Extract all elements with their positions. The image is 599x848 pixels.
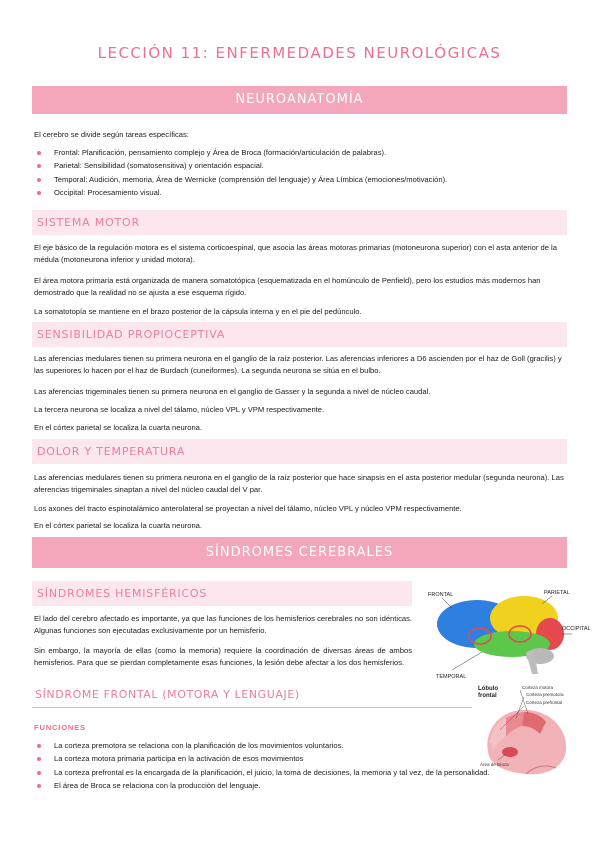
list-item: Occipital: Procesamiento visual. [34, 187, 566, 198]
list-item: Frontal: Planificación, pensamiento complejo y Área de Broca (formación/articulación de palabras). [34, 147, 566, 158]
label-broca-area: Área de Broca [480, 762, 509, 767]
label-prefrontal-cortex: Corteza prefrontal [526, 700, 563, 705]
list-item: El área de Broca se relaciona con la producción del lenguaje. [34, 780, 566, 791]
lobe-label-temporal: TEMPORAL [436, 674, 467, 680]
section-heading-dolor: DOLOR Y TEMPERATURA [32, 439, 567, 464]
lobe-label-occipital: OCCIPITAL [562, 626, 591, 632]
bullet-icon [37, 178, 41, 182]
bullet-icon [37, 191, 41, 195]
lobe-label-frontal: FRONTAL [428, 592, 454, 598]
motor-paragraph-2: El área motora primaria está organizada de manera somatotópica (esquematizada en el homúnculo de Penfield), pero los estudios más modernos han demostrado que la realidad no se ajusta a ese esquema rígido. [34, 276, 541, 297]
propio-paragraph-1: Las aferencias medulares tienen su primera neurona en el ganglio de la raíz posterior. Las aferencias inferiores a D6 ascienden por el haz de Goll (gracilis) y las superiores lo hacen por el haz de Burdach (cuneiformes). La segunda neurona se sitúa en el bulbo. [34, 354, 562, 375]
page-title: LECCIÓN 11: ENFERMEDADES NEUROLÓGICAS [97, 44, 502, 62]
section-heading-frontal: SÍNDROME FRONTAL (MOTORA Y LENGUAJE) [32, 688, 472, 708]
label-motor-cortex: Corteza motora [522, 685, 554, 690]
motor-paragraph-1: El eje básico de la regulación motora es el sistema corticoespinal, que asocia las áreas motoras primarias (motoneurona superior) con el asta anterior de la médula (motoneurona inferior y unidad motora). [34, 243, 557, 264]
list-item: Parietal: Sensibilidad (somatosensitiva) y orientación espacial. [34, 160, 566, 171]
list-item: Temporal: Audición, memoria, Área de Wernicke (comprensión del lenguaje) y Área Límbica (emociones/motivación). [34, 174, 566, 185]
frontal-lobe-title-line1: Lóbulo [478, 686, 498, 692]
list-item: La corteza premotora se relaciona con la planificación de los movimientos voluntarios. [34, 740, 566, 751]
dolor-paragraph-1: Las aferencias medulares tienen su primera neurona en el ganglio de la raíz posterior que hace sinapsis en el asta posterior medular (segunda neurona). Las aferencias trigeminales sinaptan a nivel del núcleo caudal del V par. [34, 473, 564, 494]
bullet-icon [37, 757, 41, 761]
bullet-icon [37, 151, 41, 155]
frontal-lobe-title-line2: frontal [478, 693, 497, 699]
list-item: La corteza prefrontal es la encargada de la planificación, el juicio, la toma de decisiones, la memoria y tal vez, de la personalidad. [34, 767, 566, 778]
section-heading-motor: SISTEMA MOTOR [32, 210, 567, 235]
motor-paragraph-3: La somatotopía se mantiene en el brazo posterior de la cápsula interna y en el pie del pedúnculo. [34, 307, 362, 316]
dolor-paragraph-3: En el córtex parietal se localiza la cuarta neurona. [34, 521, 203, 530]
frontal-lobe-illustration [476, 682, 576, 782]
brain-lobes-illustration [422, 586, 592, 686]
section-banner-neuroanatomia: NEUROANATOMÍA [32, 86, 567, 114]
hemis-paragraph-2: Sin embargo, la mayoría de ellas (como la memoria) requiere la coordinación de diversas áreas de ambos hemisferios. Para que se pierdan completamente esas funciones, la lesión debe afectar a los dos hemisferios. [34, 646, 412, 667]
list-item: La corteza motora primaria participa en la activación de esos movimientos [34, 753, 566, 764]
bullet-icon [37, 771, 41, 775]
dolor-paragraph-2: Los axones del tracto espinotalámico anterolateral se proyectan a nivel del tálamo, núcleo VPL y núcleo VPM respectivamente. [34, 504, 462, 513]
intro-text: El cerebro se divide según tareas específicas: [34, 130, 189, 139]
hemis-paragraph-1: El lado del cerebro afectado es importante, ya que las funciones de los hemisferios cerebrales no son idénticas. Algunas funciones son ejecutadas exclusivamente por un hemisferio. [34, 614, 412, 635]
label-premotor-cortex: Corteza premotora [526, 692, 564, 697]
propio-paragraph-3: La tercera neurona se localiza a nivel del tálamo, núcleo VPL y VPM respectivamente. [34, 405, 325, 414]
lobe-label-parietal: PARIETAL [544, 590, 570, 596]
lobes-list [34, 147, 566, 198]
brain-lobes-shapes [437, 596, 572, 674]
functions-subheading: FUNCIONES [34, 723, 86, 732]
section-heading-propioceptiva: SENSIBILIDAD PROPIOCEPTIVA [32, 322, 567, 347]
section-banner-sindromes: SÍNDROMES CEREBRALES [32, 537, 567, 568]
section-heading-hemisfericos: SÍNDROMES HEMISFÉRICOS [32, 581, 412, 606]
propio-paragraph-2: Las aferencias trigeminales tienen su primera neurona en el ganglio de Gasser y la segunda a nivel de núcleo caudal. [34, 387, 431, 396]
propio-paragraph-4: En el córtex parietal se localiza la cuarta neurona. [34, 423, 203, 432]
bullet-icon [37, 744, 41, 748]
bullet-icon [37, 164, 41, 168]
bullet-icon [37, 784, 41, 788]
